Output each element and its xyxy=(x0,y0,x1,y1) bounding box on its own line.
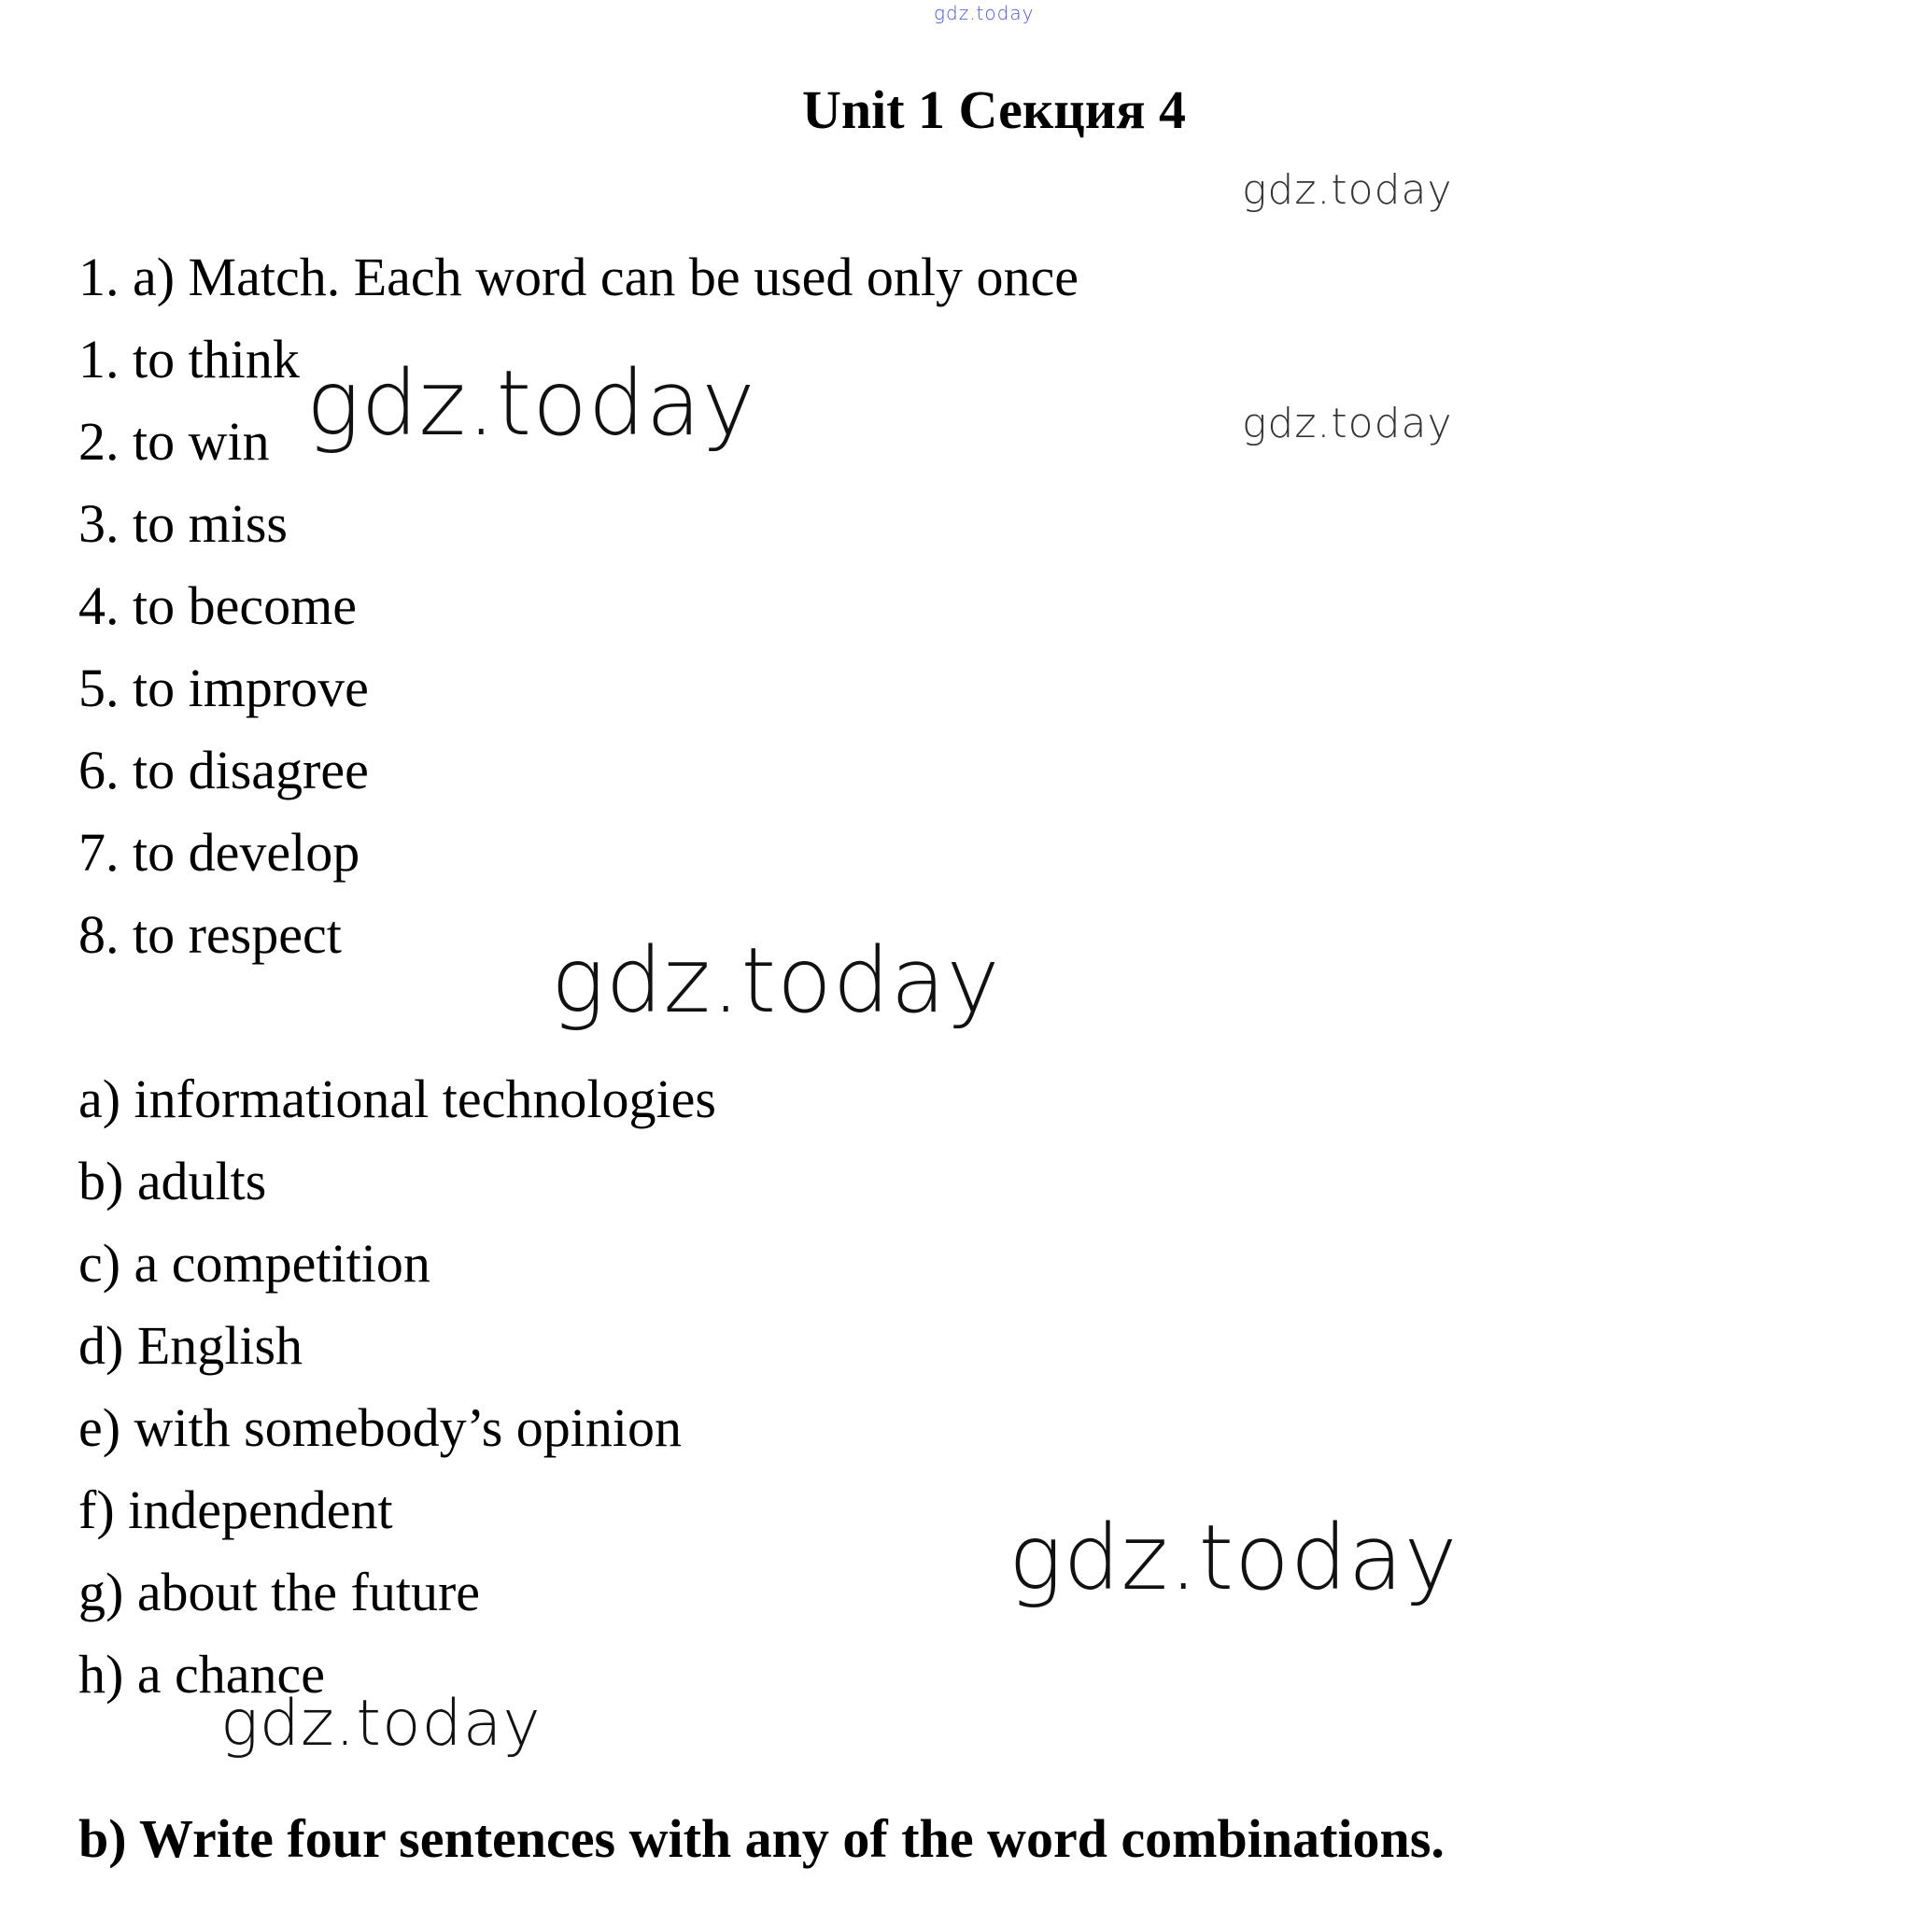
verb-item: 5. to improve xyxy=(78,658,369,718)
verb-item: 1. to think xyxy=(78,329,300,389)
verb-item: 4. to become xyxy=(78,575,357,636)
verb-item: 8. to respect xyxy=(78,904,342,965)
ending-item: h) a chance xyxy=(78,1644,326,1705)
ending-item: b) adults xyxy=(78,1151,267,1211)
watermark: gdz.today xyxy=(934,2,1035,24)
ending-item: g) about the future xyxy=(78,1562,481,1622)
watermark: gdz.today xyxy=(220,1687,542,1761)
task-a-heading: 1. a) Match. Each word can be used only once xyxy=(78,247,1079,307)
verb-item: 2. to win xyxy=(78,411,270,472)
ending-item: d) English xyxy=(78,1315,303,1376)
watermark: gdz.today xyxy=(551,928,1001,1033)
verb-item: 6. to disagree xyxy=(78,740,369,800)
verb-item: 7. to develop xyxy=(78,822,360,883)
verb-item: 3. to miss xyxy=(78,493,288,554)
ending-item: f) independent xyxy=(78,1479,393,1540)
watermark: gdz.today xyxy=(1008,1506,1459,1610)
task-b-heading: b) Write four sentences with any of the word combinations. xyxy=(78,1808,1445,1869)
watermark: gdz.today xyxy=(1242,400,1453,447)
ending-item: a) informational technologies xyxy=(78,1069,716,1129)
watermark: gdz.today xyxy=(1242,166,1453,214)
page-title: Unit 1 Секция 4 xyxy=(801,79,1187,140)
ending-item: c) a competition xyxy=(78,1233,430,1294)
ending-item: e) with somebody’s opinion xyxy=(78,1397,683,1458)
watermark: gdz.today xyxy=(306,351,756,456)
